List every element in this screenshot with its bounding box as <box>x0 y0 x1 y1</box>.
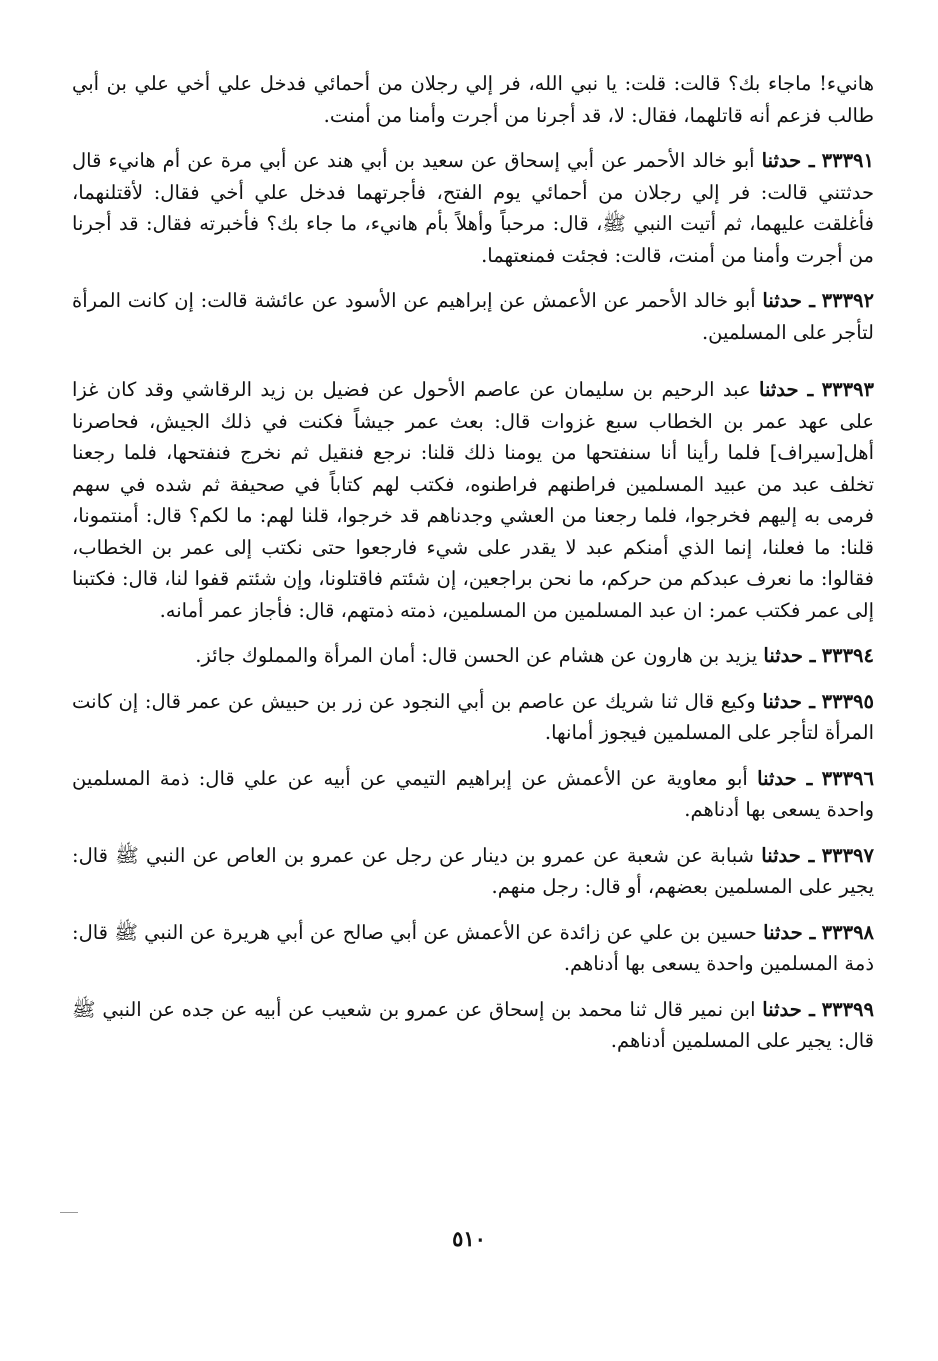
entry-number: ٣٣٣٩٦ <box>821 766 874 790</box>
hadith-entry-33396 <box>72 763 874 826</box>
entry-text: ابن نمير قال ثنا محمد بن إسحاق عن عمرو بن شعيب عن أبيه عن جده عن النبي ﷺ قال: يجير على المسلمين أدناهم. <box>72 997 874 1052</box>
hadith-entry-33399 <box>72 994 874 1057</box>
entry-number: ٣٣٣٩٨ <box>821 920 875 944</box>
entry-text: هانيء! ماجاء بك؟ قالت: قلت: يا نبي الله، فر إلي رجلان من أحمائي فدخل علي أخي علي بن أبي طالب فزعم أنه قاتلهما، فقال: لا، قد أجرنا من أجرت وأمنا من أمنت. <box>72 72 874 127</box>
entry-text: أبو معاوية عن الأعمش عن إبراهيم التيمي عن أبيه عن علي قال: ذمة المسلمين واحدة يسعى بها أدناهم. <box>72 766 874 821</box>
entry-number: ٣٣٣٩٤ <box>821 644 874 667</box>
hadith-entry-33398 <box>72 917 874 980</box>
entry-number: ٣٣٣٩٥ <box>821 689 874 713</box>
entry-opener: ـ حدثنا <box>761 149 815 172</box>
entry-number: ٣٣٣٩٢ <box>821 289 874 312</box>
entry-text: شبابة عن شعبة عن عمرو بن دينار عن رجل عن عمرو بن العاص عن النبي ﷺ قال: يجير على المسلمين بعضهم، أو قال: رجل منهم. <box>72 843 874 898</box>
hadith-entry-33397 <box>72 840 874 903</box>
entry-opener: ـ حدثنا <box>762 289 815 312</box>
hadith-entry-continued <box>72 68 874 131</box>
entry-text: حسين بن علي عن زائدة عن الأعمش عن أبي صالح عن أبي هريرة عن النبي ﷺ قال: ذمة المسلمين واحدة يسعى بها أدناهم. <box>72 920 874 975</box>
entry-opener: ـ حدثنا <box>762 689 815 713</box>
margin-mark <box>60 1212 78 1213</box>
entry-opener: ـ حدثنا <box>763 644 816 667</box>
hadith-entry-33394 <box>72 640 874 672</box>
entry-opener: ـ حدثنا <box>763 920 816 944</box>
entry-text: أبو خالد الأحمر عن أبي إسحاق عن سعيد بن أبي هند عن أبي مرة عن أم هانيء قال حدثتني قالت: فر إلي رجلان من أحمائي يوم الفتح، فأجرتهما فدخل علي أخي فقال: لأقتلنهما، فأغلقت عليهما، ثم أتيت النبي ﷺ، قال: مرحباً وأهلاً بأم هانيء، ما جاء بك؟ فأخبرته فقال: قد أجرنا من أجرت وأمنا من أمنت، قالت: فجئت فمنعتهما. <box>72 149 874 267</box>
entry-opener: ـ حدثنا <box>759 378 814 401</box>
entry-text: يزيد بن هارون عن هشام عن الحسن قال: أمان المرأة والمملوك جائز. <box>195 644 758 667</box>
entry-text: أبو خالد الأحمر عن الأعمش عن إبراهيم عن الأسود عن عائشة قالت: إن كانت المرأة لتأجر على المسلمين. <box>72 289 874 344</box>
entry-text: وكيع قال ثنا شريك عن عاصم بن أبي النجود عن زر بن حبيش عن عمر قال: إن كانت المرأة لتأجر على المسلمين فيجوز أمانها. <box>72 689 874 744</box>
entry-opener: ـ حدثنا <box>762 997 815 1021</box>
page-body <box>72 68 874 1057</box>
entry-number: ٣٣٣٩١ <box>821 149 874 172</box>
entry-number: ٣٣٣٩٣ <box>821 378 875 401</box>
entry-opener: ـ حدثنا <box>757 766 813 790</box>
page-number: ٥١٠ <box>452 1226 486 1251</box>
hadith-entry-33392 <box>72 285 874 348</box>
entry-number: ٣٣٣٩٩ <box>821 997 875 1021</box>
hadith-entry-33395 <box>72 686 874 749</box>
hadith-entry-33391 <box>72 145 874 271</box>
hadith-entry-33393 <box>72 374 874 626</box>
entry-text: عبد الرحيم بن سليمان عن عاصم الأحول عن فضيل بن زيد الرقاشي وقد كان غزا على عهد عمر بن الخطاب سبع غزوات قال: بعث عمر جيشاً فكنت في ذلك الجيش، فحاصرنا أهل[سيراف] فلما رأينا أنا سنفتحها من يومنا ذلك قلنا: نرجع فنقيل ثم نخرج فنفتحها، فلما رجعنا تخلف عبد من عبيد المسلمين فراطنهم فراطنوه، فكتب لهم كتاباً في صحيفة ثم شده في سهم فرمى به إليهم فخرجوا، فلما رجعنا من العشي وجدناهم قد خرجوا، قلنا لهم: ما لكم؟ قال: أمنتمونا، قلنا: ما فعلنا، إنما الذي أمنكم عبد لا يقدر على شيء فارجعوا حتى نكتب إلى عمر بن الخطاب، فقالوا: ما نعرف عبدكم من حركم، ما نحن براجعين، إن شئتم فاقتلونا، وإن شئتم قفوا لنا، قال: فكتبنا إلى عمر فكتب عمر: ان عبد المسلمين من المسلمين، ذمته ذمتهم، قال: فأجاز عمر أمانه. <box>72 378 874 622</box>
entry-number: ٣٣٣٩٧ <box>821 843 875 867</box>
entry-opener: ـ حدثنا <box>761 843 815 867</box>
